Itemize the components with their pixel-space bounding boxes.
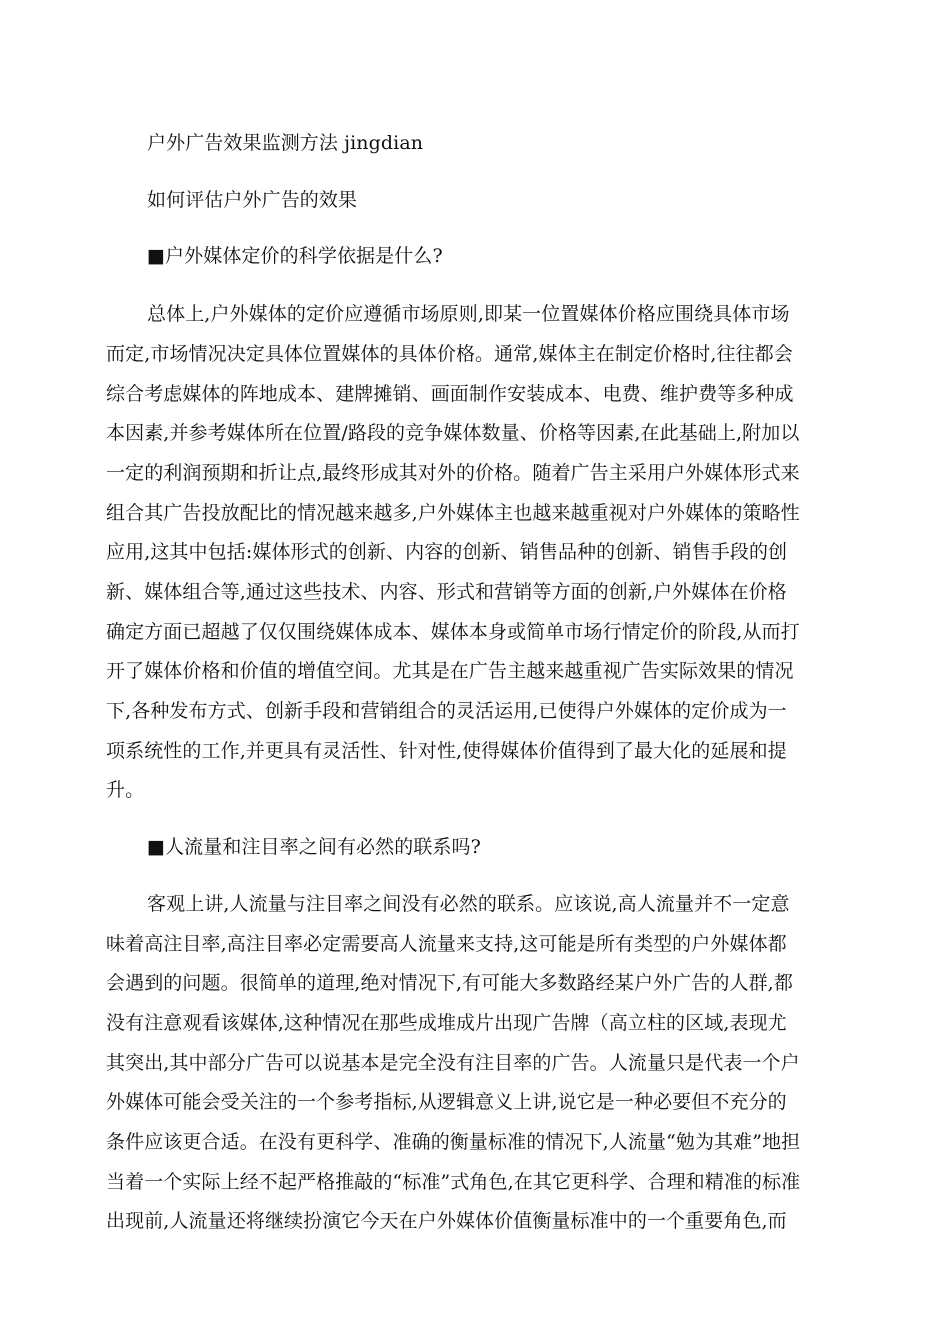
paragraph-line: 新、媒体组合等,通过这些技术、内容、形式和营销等方面的创新,户外媒体在价格 xyxy=(106,581,787,603)
paragraph-line: 综合考虑媒体的阵地成本、建牌摊销、画面制作安装成本、电费、维护费等多种成 xyxy=(106,383,794,405)
paragraph-line: 外媒体可能会受关注的一个参考指标,从逻辑意义上讲,说它是一种必要但不充分的 xyxy=(106,1091,787,1113)
paragraph-line: 确定方面已超越了仅仅围绕媒体成本、媒体本身或简单市场行情定价的阶段,从而打 xyxy=(106,621,800,643)
paragraph-line: 本因素,并参考媒体所在位置/路段的竞争媒体数量、价格等因素,在此基础上,附加以 xyxy=(106,422,800,444)
paragraph-line: 应用,这其中包括:媒体形式的创新、内容的创新、销售品种的创新、销售手段的创 xyxy=(106,541,788,563)
document-subtitle: 如何评估户外广告的效果 xyxy=(147,189,358,211)
paragraph-line: 开了媒体价格和价值的增值空间。尤其是在广告主越来越重视广告实际效果的情况 xyxy=(106,660,794,682)
section-heading-pricing: ■户外媒体定价的科学依据是什么? xyxy=(147,245,443,267)
paragraph-line: 项系统性的工作,并更具有灵活性、针对性,使得媒体价值得到了最大化的延展和提 xyxy=(106,740,787,762)
paragraph-line: 组合其广告投放配比的情况越来越多,户外媒体主也越来越重视对户外媒体的策略性 xyxy=(106,502,800,524)
paragraph-line: 一定的利润预期和折让点,最终形成其对外的价格。随着广告主采用户外媒体形式来 xyxy=(106,462,800,484)
paragraph-line: 下,各种发布方式、创新手段和营销组合的灵活运用,已使得户外媒体的定价成为一 xyxy=(106,700,787,722)
paragraph-line: 升。 xyxy=(106,779,145,801)
paragraph-line: 会遇到的问题。很简单的道理,绝对情况下,有可能大多数路经某户外广告的人群,都 xyxy=(106,972,793,994)
paragraph-line: 条件应该更合适。在没有更科学、准确的衡量标准的情况下,人流量“勉为其难”地担 xyxy=(106,1131,801,1153)
paragraph-line: 总体上,户外媒体的定价应遵循市场原则,即某一位置媒体价格应围绕具体市场 xyxy=(147,303,790,325)
document-title: 户外广告效果监测方法 jingdian xyxy=(147,132,424,154)
paragraph-line: 出现前,人流量还将继续扮演它今天在户外媒体价值衡量标准中的一个重要角色,而 xyxy=(106,1210,787,1232)
paragraph-line: 没有注意观看该媒体,这种情况在那些成堆成片出现广告牌（高立柱的区域,表现尤 xyxy=(106,1012,787,1034)
paragraph-line: 当着一个实际上经不起严格推敲的“标准”式角色,在其它更科学、合理和精准的标准 xyxy=(106,1171,801,1193)
paragraph-line: 而定,市场情况决定具体位置媒体的具体价格。通常,媒体主在制定价格时,往往都会 xyxy=(106,343,793,365)
paragraph-line: 客观上讲,人流量与注目率之间没有必然的联系。应该说,高人流量并不一定意 xyxy=(147,893,790,915)
paragraph-line: 其突出,其中部分广告可以说基本是完全没有注目率的广告。人流量只是代表一个户 xyxy=(106,1052,800,1074)
section-heading-traffic: ■人流量和注目率之间有必然的联系吗? xyxy=(147,836,481,858)
paragraph-line: 味着高注目率,高注目率必定需要高人流量来支持,这可能是所有类型的户外媒体都 xyxy=(106,933,787,955)
